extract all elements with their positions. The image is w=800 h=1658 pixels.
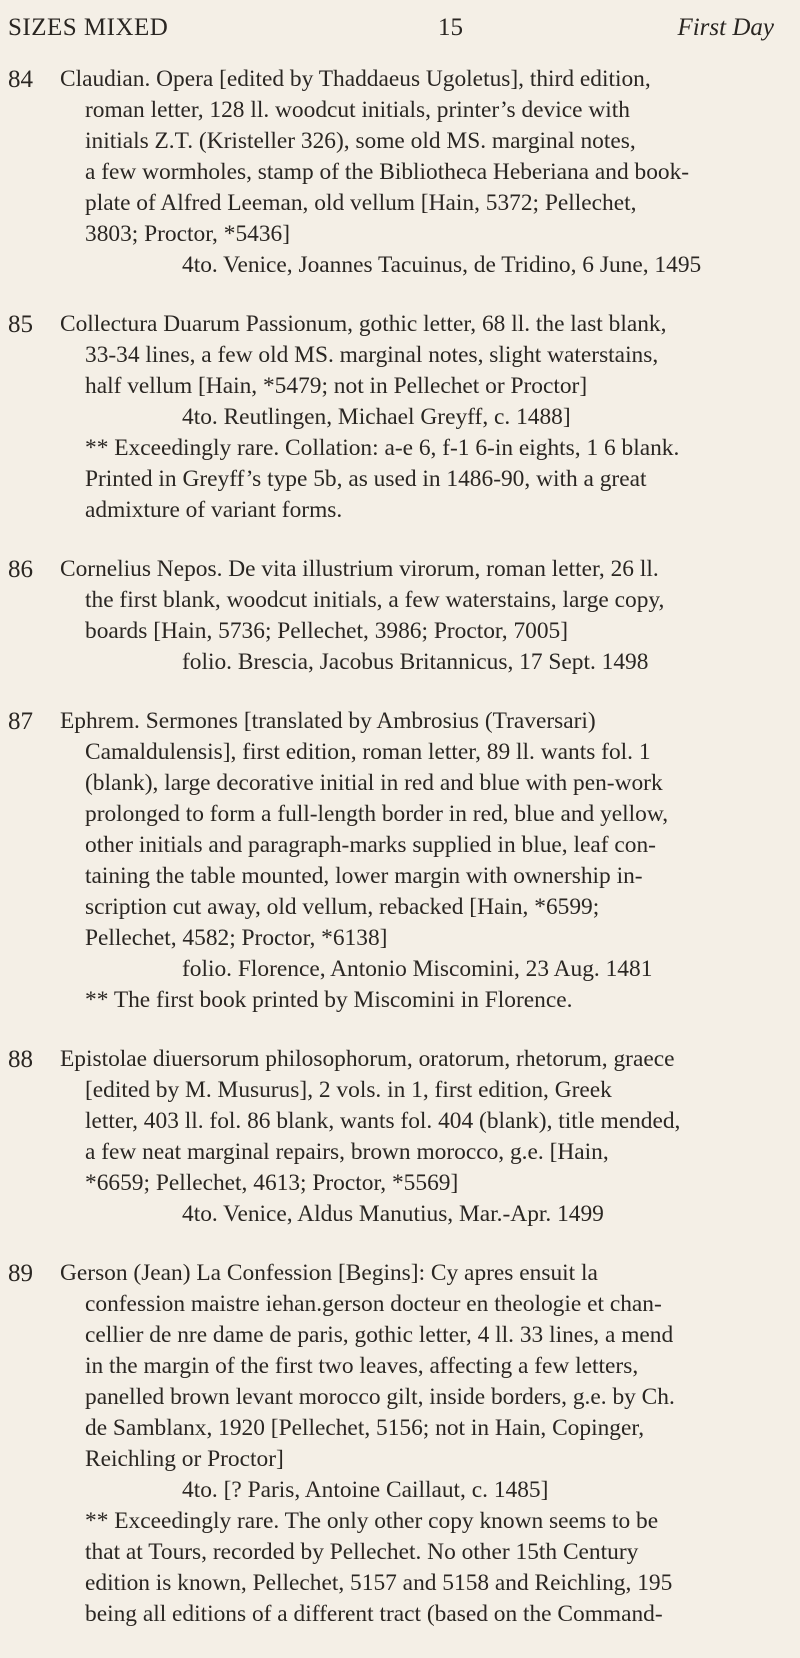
entry-line: Pellechet, 4582; Proctor, *6138]: [85, 925, 388, 951]
imprint-line: folio. Brescia, Jacobus Britannicus, 17 Sept. 1498: [182, 649, 649, 675]
running-header: [8, 8, 774, 48]
note-line: ** Exceedingly rare. Collation: a-e 6, f-1 6-in eights, 1 6 blank.: [85, 435, 680, 461]
entry-line: *6659; Pellechet, 4613; Proctor, *5569]: [85, 1170, 459, 1196]
catalogue-entry-87: [0, 706, 800, 1016]
entry-line: in the margin of the first two leaves, affecting a few letters,: [85, 1353, 639, 1379]
entry-line: the first blank, woodcut initials, a few waterstains, large copy,: [85, 587, 665, 613]
entry-line: de Samblanx, 1920 [Pellechet, 5156; not in Hain, Copinger,: [85, 1415, 645, 1441]
entry-line: scription cut away, old vellum, rebacked [Hain, *6599;: [85, 894, 600, 920]
entry-line: plate of Alfred Leeman, old vellum [Hain, 5372; Pellechet,: [85, 190, 637, 216]
note-line: that at Tours, recorded by Pellechet. No other 15th Century: [85, 1539, 639, 1565]
entry-line: (blank), large decorative initial in red and blue with pen-work: [85, 770, 663, 796]
note-line: ** The first book printed by Miscomini in Florence.: [85, 987, 573, 1013]
entry-line: Gerson (Jean) La Confession [Begins]: Cy apres ensuit la: [60, 1260, 598, 1286]
note-line: edition is known, Pellechet, 5157 and 5158 and Reichling, 195: [85, 1570, 673, 1596]
lot-number: 85: [8, 311, 33, 338]
entry-line: Claudian. Opera [edited by Thaddaeus Ugoletus], third edition,: [60, 66, 651, 92]
entry-line: cellier de nre dame de paris, gothic letter, 4 ll. 33 lines, a mend: [85, 1322, 674, 1348]
lot-number: 84: [8, 66, 33, 93]
imprint-line: 4to. Venice, Aldus Manutius, Mar.-Apr. 1499: [182, 1201, 604, 1227]
entry-line: half vellum [Hain, *5479; not in Pellechet or Proctor]: [85, 373, 588, 399]
header-sale-day: First Day: [677, 14, 774, 41]
catalogue-entry-86: [0, 554, 800, 678]
lot-number: 87: [8, 708, 33, 735]
catalogue-entry-85: [0, 309, 800, 526]
note-line: ** Exceedingly rare. The only other copy known seems to be: [85, 1508, 659, 1534]
catalogue-entry-88: [0, 1044, 800, 1230]
lot-number: 89: [8, 1260, 33, 1287]
page-number: 15: [438, 14, 463, 41]
entry-line: Camaldulensis], first edition, roman letter, 89 ll. wants fol. 1: [85, 739, 651, 765]
entry-line: 33-34 lines, a few old MS. marginal notes, slight waterstains,: [85, 342, 659, 368]
imprint-line: 4to. Venice, Joannes Tacuinus, de Tridino, 6 June, 1495: [182, 252, 702, 278]
entry-line: taining the table mounted, lower margin with ownership in-: [85, 863, 643, 889]
entry-line: [edited by M. Musurus], 2 vols. in 1, first edition, Greek: [85, 1077, 612, 1103]
note-line: being all editions of a different tract (based on the Command-: [85, 1601, 663, 1627]
catalogue-entries: [0, 64, 800, 1658]
lot-number: 88: [8, 1046, 33, 1073]
entry-line: other initials and paragraph-marks supplied in blue, leaf con-: [85, 832, 656, 858]
imprint-line: folio. Florence, Antonio Miscomini, 23 Aug. 1481: [182, 956, 653, 982]
note-line: admixture of variant forms.: [85, 497, 343, 523]
entry-line: prolonged to form a full-length border in red, blue and yellow,: [85, 801, 669, 827]
entry-line: Ephrem. Sermones [translated by Ambrosius (Traversari): [60, 708, 596, 734]
entry-line: letter, 403 ll. fol. 86 blank, wants fol. 404 (blank), title mended,: [85, 1108, 681, 1134]
entry-line: Cornelius Nepos. De vita illustrium virorum, roman letter, 26 ll.: [60, 556, 659, 582]
entry-line: confession maistre iehan.gerson docteur en theologie et chan-: [85, 1291, 662, 1317]
header-section-title: SIZES MIXED: [8, 14, 169, 41]
entry-line: Epistolae diuersorum philosophorum, oratorum, rhetorum, graece: [60, 1046, 675, 1072]
imprint-line: 4to. Reutlingen, Michael Greyff, c. 1488]: [182, 404, 571, 430]
entry-line: Reichling or Proctor]: [85, 1446, 284, 1472]
entry-line: a few wormholes, stamp of the Bibliotheca Heberiana and book-: [85, 159, 690, 185]
catalogue-entry-89: [0, 1258, 800, 1630]
lot-number: 86: [8, 556, 33, 583]
entry-line: panelled brown levant morocco gilt, inside borders, g.e. by Ch.: [85, 1384, 675, 1410]
entry-line: 3803; Proctor, *5436]: [85, 221, 291, 247]
imprint-line: 4to. [? Paris, Antoine Caillaut, c. 1485]: [182, 1477, 549, 1503]
catalogue-entry-84: [0, 64, 800, 281]
entry-line: Collectura Duarum Passionum, gothic letter, 68 ll. the last blank,: [60, 311, 667, 337]
note-line: Printed in Greyff’s type 5b, as used in 1486-90, with a great: [85, 466, 647, 492]
entry-line: a few neat marginal repairs, brown morocco, g.e. [Hain,: [85, 1139, 609, 1165]
entry-line: initials Z.T. (Kristeller 326), some old MS. marginal notes,: [85, 128, 636, 154]
entry-line: roman letter, 128 ll. woodcut initials, printer’s device with: [85, 97, 630, 123]
entry-line: boards [Hain, 5736; Pellechet, 3986; Proctor, 7005]: [85, 618, 569, 644]
